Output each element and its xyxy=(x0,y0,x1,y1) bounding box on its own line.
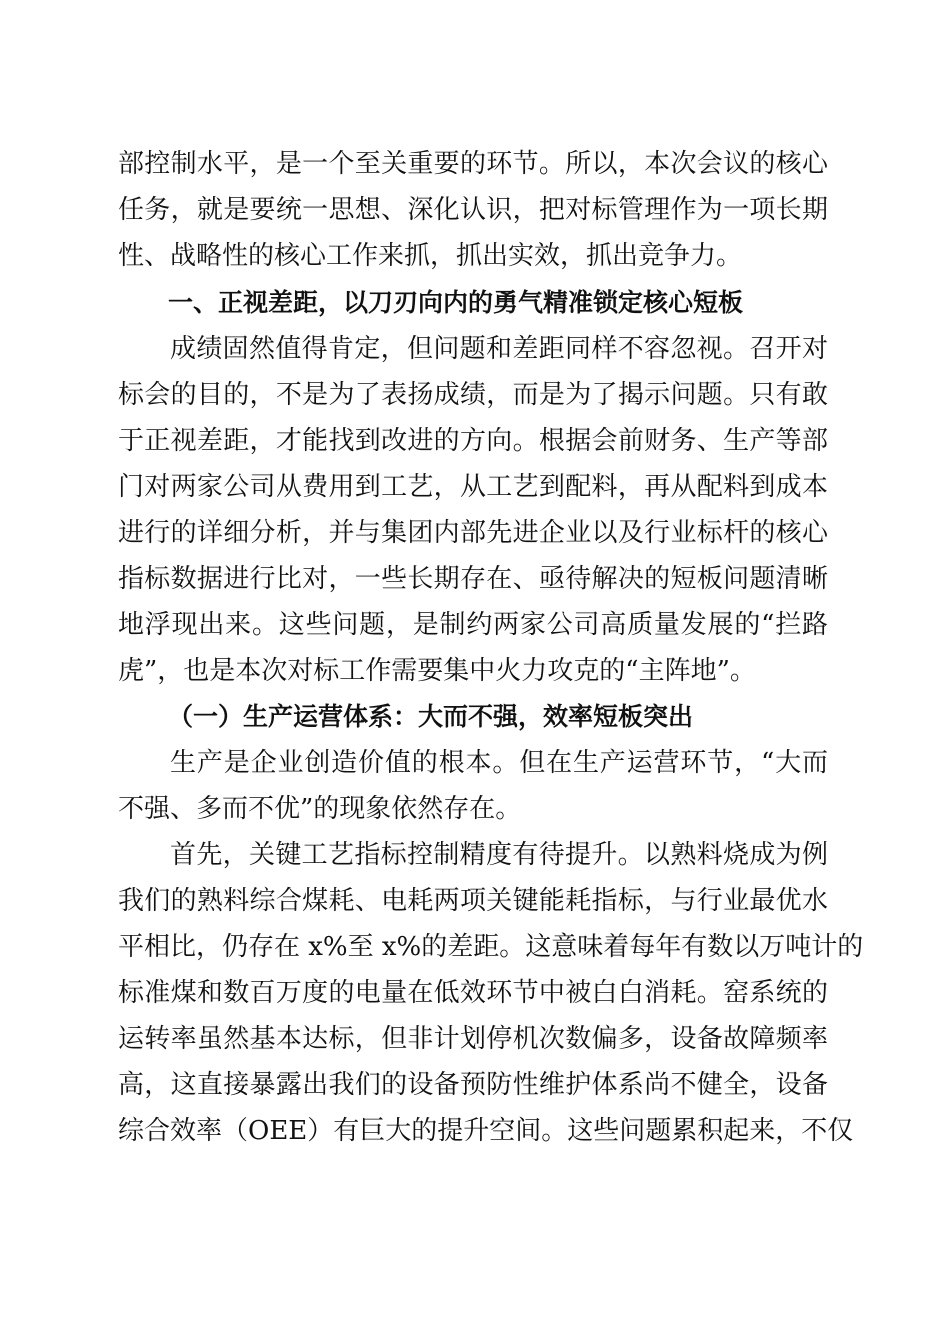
body-text-line: 进行的详细分析，并与集团内部先进企业以及行业标杆的核心 xyxy=(118,518,828,548)
section-heading: 一、正视差距，以刀刃向内的勇气精准锁定核心短板 xyxy=(168,288,744,317)
body-text-line: 高，这直接暴露出我们的设备预防性维护体系尚不健全，设备 xyxy=(118,1070,828,1100)
body-text-line: 平相比，仍存在 x%至 x%的差距。这意味着每年有数以万吨计的 xyxy=(118,932,864,962)
body-text-line: 门对两家公司从费用到工艺，从工艺到配料，再从配料到成本 xyxy=(118,472,828,502)
body-text-line: 生产是企业创造价值的根本。但在生产运营环节，“大而 xyxy=(170,748,828,778)
body-text-line: 首先，关键工艺指标控制精度有待提升。以熟料烧成为例 xyxy=(170,840,828,870)
body-text-line: 地浮现出来。这些问题，是制约两家公司高质量发展的“拦路 xyxy=(118,610,828,640)
body-text-line: 不强、多而不优”的现象依然存在。 xyxy=(118,794,522,824)
body-text-line: 指标数据进行比对，一些长期存在、亟待解决的短板问题清晰 xyxy=(118,564,828,594)
body-text-line: 虎”，也是本次对标工作需要集中火力攻克的“主阵地”。 xyxy=(118,656,756,686)
subsection-heading: （一）生产运营体系：大而不强，效率短板突出 xyxy=(168,702,694,731)
body-text-line: 标准煤和数百万度的电量在低效环节中被白白消耗。窑系统的 xyxy=(118,978,828,1008)
body-text-line: 性、战略性的核心工作来抓，抓出实效，抓出竞争力。 xyxy=(118,241,743,271)
body-text-line: 综合效率（OEE）有巨大的提升空间。这些问题累积起来，不仅 xyxy=(118,1116,854,1146)
body-text-line: 我们的熟料综合煤耗、电耗两项关键能耗指标，与行业最优水 xyxy=(118,886,828,916)
body-text-line: 标会的目的，不是为了表扬成绩，而是为了揭示问题。只有敢 xyxy=(118,380,828,410)
body-text-line: 部控制水平，是一个至关重要的环节。所以，本次会议的核心 xyxy=(118,149,828,179)
body-text-line: 成绩固然值得肯定，但问题和差距同样不容忽视。召开对 xyxy=(170,334,828,364)
body-text-line: 运转率虽然基本达标，但非计划停机次数偏多，设备故障频率 xyxy=(118,1024,828,1054)
body-text-line: 任务，就是要统一思想、深化认识，把对标管理作为一项长期 xyxy=(118,195,828,225)
body-text-line: 于正视差距，才能找到改进的方向。根据会前财务、生产等部 xyxy=(118,426,828,456)
